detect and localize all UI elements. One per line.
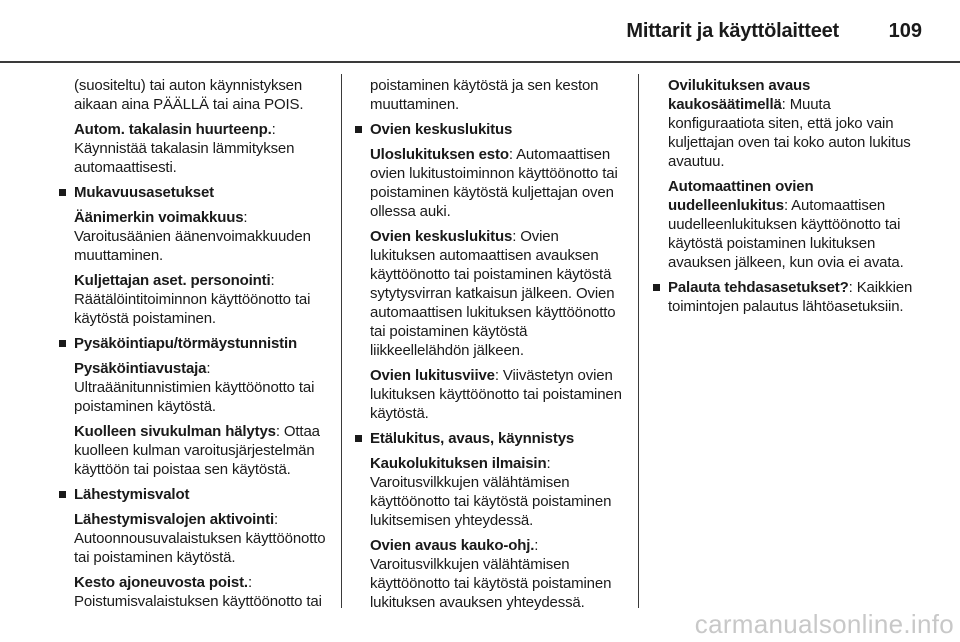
description: : Varoitusäänien äänenvoimakkuuden muuttaminen.	[74, 209, 311, 264]
bullet-heading	[74, 334, 328, 353]
paragraph	[370, 454, 624, 530]
paragraph	[74, 359, 328, 416]
description: : Muuta konfiguraatiota siten, että joko vain kuljettajan oven tai koko auton lukitus avautuu.	[668, 96, 911, 170]
paragraph	[370, 145, 624, 221]
term: Autom. takalasin huurteenp.	[74, 121, 272, 138]
term: Ovien keskuslukitus	[370, 228, 513, 245]
paragraph	[74, 120, 328, 177]
bullet-heading	[370, 120, 624, 139]
text-column-1	[74, 76, 328, 617]
paragraph	[74, 271, 328, 328]
paragraph	[668, 177, 924, 272]
description: : Käynnistää takalasin lämmityksen automaattisesti.	[74, 121, 295, 176]
description: : Ultraäänitunnistimien käyttöönotto tai poistaminen käytöstä.	[74, 360, 315, 415]
term: Äänimerkin voimakkuus	[74, 209, 244, 226]
column-divider-2	[638, 74, 639, 608]
bullet-heading	[74, 485, 328, 504]
term: Pysäköintiavustaja	[74, 360, 207, 377]
bullet-heading	[74, 183, 328, 202]
term: Kuolleen sivukulman hälytys	[74, 423, 276, 440]
bullet-heading-label: Mukavuusasetukset	[74, 184, 215, 201]
bullet-heading-label: Pysäköintiapu/törmäystunnistin	[74, 335, 298, 352]
text-column-2	[370, 76, 624, 618]
term: Uloslukituksen esto	[370, 146, 509, 163]
description: : Ottaa kuolleen kulman varoitusjärjestelmän käyttöön tai poistaa sen käytöstä.	[74, 423, 320, 478]
bullet-square-icon	[59, 340, 66, 347]
paragraph	[370, 366, 624, 423]
paragraph: poistaminen käytöstä ja sen keston muuttaminen.	[370, 77, 599, 113]
term: Kaukolukituksen ilmaisin	[370, 455, 547, 472]
watermark-link[interactable]: carmanualsonline.info	[694, 609, 954, 639]
bullet-square-icon	[59, 491, 66, 498]
bullet-item	[668, 278, 924, 316]
description: : Ovien lukituksen automaattisen avauksen käyttöönotto tai poistaminen käytöstä sytytysvirran katkaisun jälkeen. Ovien automaattisen lukituksen käyttöönotto tai poistaminen käytöstä liikkeellelähdön jälkeen.	[370, 228, 616, 359]
header-rule	[0, 61, 960, 63]
paragraph	[74, 208, 328, 265]
bullet-square-icon	[355, 126, 362, 133]
paragraph	[370, 227, 624, 360]
description: : Kaikkien toimintojen palautus lähtöasetuksiin.	[668, 279, 913, 315]
bullet-heading	[370, 429, 624, 448]
paragraph	[370, 536, 624, 612]
description: : Autoonnousuvalaistuksen käyttöönotto tai poistaminen käytöstä.	[74, 511, 326, 566]
bullet-square-icon	[59, 189, 66, 196]
paragraph	[74, 510, 328, 567]
bullet-square-icon	[653, 284, 660, 291]
paragraph	[74, 573, 328, 611]
description: : Varoitusvilkkujen välähtämisen käyttöönotto tai käytöstä poistaminen lukitsemisen yhteydessä.	[370, 455, 612, 529]
term: Kesto ajoneuvosta poist.	[74, 574, 248, 591]
description: : Poistumisvalaistuksen käyttöönotto tai	[74, 574, 322, 610]
term: Ovilukituksen avaus kaukosäätimellä	[668, 77, 811, 113]
term: Lähestymisvalojen aktivointi	[74, 511, 275, 528]
bullet-heading-label: Etälukitus, avaus, käynnistys	[370, 430, 575, 447]
bullet-heading-label: Ovien keskuslukitus	[370, 121, 513, 138]
description: : Varoitusvilkkujen välähtämisen käyttöönotto tai käytöstä poistaminen lukituksen avauksen yhteydessä.	[370, 537, 612, 611]
page-header-title: Mittarit ja käyttölaitteet	[626, 20, 839, 42]
bullet-square-icon	[355, 435, 362, 442]
bullet-heading-label: Lähestymisvalot	[74, 486, 190, 503]
paragraph	[74, 422, 328, 479]
column-divider-1	[341, 74, 342, 608]
paragraph: (suositeltu) tai auton käynnistyksen aikaan aina PÄÄLLÄ tai aina POIS.	[74, 77, 304, 113]
description: : Automaattisen uudelleenlukituksen käyttöönotto tai käytöstä poistaminen lukituksen avauksen jälkeen, kun ovia ei avata.	[668, 197, 904, 271]
description: : Räätälöintitoiminnon käyttöönotto tai käytöstä poistaminen.	[74, 272, 311, 327]
text-column-3	[668, 76, 924, 322]
page-number: 109	[888, 20, 922, 42]
term: Palauta tehdasasetukset?	[668, 279, 849, 296]
term: Automaattinen ovien uudelleenlukitus	[668, 178, 814, 214]
term: Ovien lukitusviive	[370, 367, 495, 384]
term: Kuljettajan aset. personointi	[74, 272, 271, 289]
description: : Viivästetyn ovien lukituksen käyttöönotto tai poistaminen käytöstä.	[370, 367, 622, 422]
description: : Automaattisen ovien lukitustoiminnon käyttöönotto tai poistaminen käytöstä kuljettajan oven ollessa auki.	[370, 146, 618, 220]
term: Ovien avaus kauko-ohj.	[370, 537, 535, 554]
paragraph	[668, 76, 924, 171]
